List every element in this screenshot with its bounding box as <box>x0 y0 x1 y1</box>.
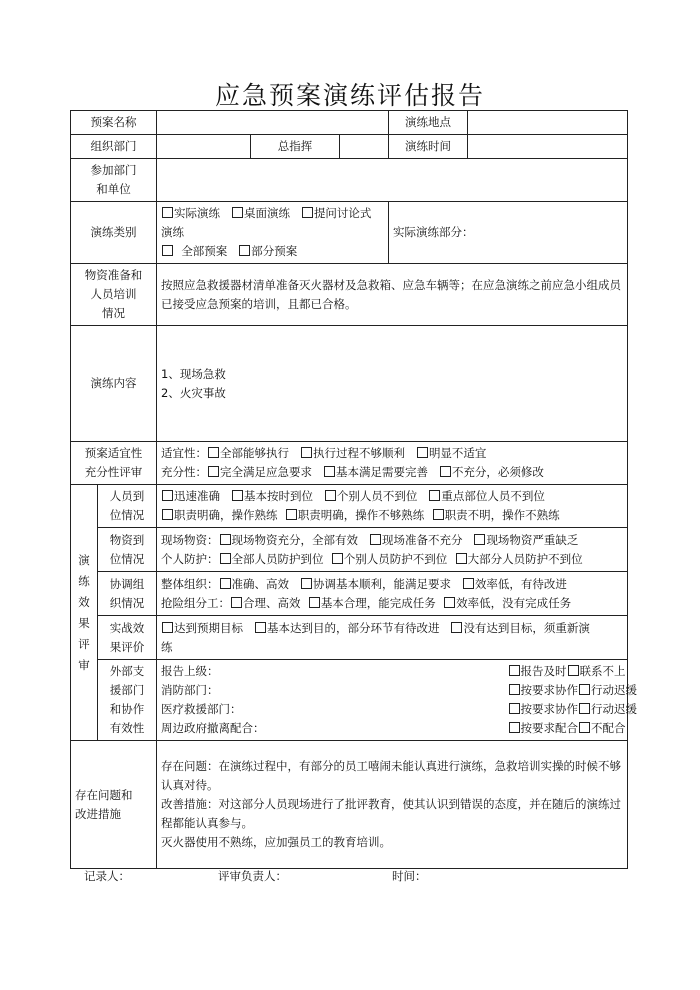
checkbox[interactable] <box>433 509 444 520</box>
row-personnel <box>71 485 628 528</box>
drill-time-field[interactable] <box>468 135 628 159</box>
row-issues <box>71 741 628 869</box>
suitability-label: 预案适宜性 充分性评审 <box>71 442 157 485</box>
checkbox[interactable] <box>324 466 335 477</box>
content-label: 演练内容 <box>71 326 157 442</box>
row-coordination <box>71 572 628 616</box>
content-item: 2、火灾事故 <box>161 385 226 400</box>
issues-measure: 改善措施：对这部分人员现场进行了批评教育，使其认识到错误的态度，并在随后的演练过程都能认真参与。 <box>161 797 621 830</box>
issues-problem: 存在问题：在演练过程中，有部分的员工嘻闹未能认真进行演练，急救培训实操的时候不够认真对待。 <box>161 759 621 792</box>
row-suitability <box>71 442 628 485</box>
checkbox[interactable] <box>301 447 312 458</box>
footer-reviewer: 评审负责人： <box>218 869 287 883</box>
location-label: 演练地点 <box>389 111 468 135</box>
checkbox[interactable] <box>456 553 467 564</box>
checkbox[interactable] <box>286 509 297 520</box>
actual-drill-part[interactable]: 实际演练部分： <box>389 202 628 264</box>
checkbox[interactable] <box>417 447 428 458</box>
external-options: 报告及时 联系不上 按要求协作 行动迟缓 按要求协作 行动迟缓 按要求配合 不配合 <box>468 660 628 741</box>
effect-label: 实战效 果评价 <box>98 616 157 660</box>
checkbox[interactable] <box>232 207 243 218</box>
checkbox[interactable] <box>332 553 343 564</box>
checkbox[interactable] <box>231 597 242 608</box>
drill-type-label: 演练类别 <box>71 202 157 264</box>
checkbox[interactable] <box>162 509 173 520</box>
evaluation-group-label: 演 练 效 果 评 审 <box>71 485 98 741</box>
checkbox[interactable] <box>440 466 451 477</box>
checkbox[interactable] <box>255 622 266 633</box>
checkbox[interactable] <box>301 578 312 589</box>
issues-text <box>157 741 628 869</box>
row-plan-name <box>71 111 628 135</box>
checkbox[interactable] <box>309 597 320 608</box>
checkbox[interactable] <box>370 534 381 545</box>
coordination-label: 协调组 织情况 <box>98 572 157 616</box>
location-field[interactable] <box>468 111 628 135</box>
row-external <box>71 660 628 741</box>
checkbox[interactable] <box>451 622 462 633</box>
checkbox[interactable] <box>162 490 173 501</box>
plan-name-field[interactable] <box>157 111 389 135</box>
row-organizer <box>71 135 628 159</box>
page-title: 应急预案演练评估报告 <box>214 81 485 110</box>
evaluation-form <box>70 110 637 869</box>
checkbox[interactable] <box>579 703 590 714</box>
commander-label: 总指挥 <box>251 135 340 159</box>
checkbox[interactable] <box>208 466 219 477</box>
drill-time-label: 演练时间 <box>389 135 468 159</box>
personnel-options: 迅速准确 基本按时到位 个别人员不到位 重点部位人员不到位 职责明确，操作熟练 职责明确，操作不够熟练 职责不明，操作不熟练 <box>157 485 628 528</box>
participants-field[interactable] <box>157 159 628 202</box>
row-supplies <box>71 528 628 572</box>
checkbox[interactable] <box>239 245 250 256</box>
commander-field[interactable] <box>340 135 389 159</box>
checkbox[interactable] <box>444 597 455 608</box>
effect-options: 达到预期目标 基本达到目的，部分环节有待改进 没有达到目标，须重新演 练 <box>157 616 628 660</box>
checkbox[interactable] <box>220 553 231 564</box>
checkbox[interactable] <box>208 447 219 458</box>
checkbox[interactable] <box>579 684 590 695</box>
footer-time: 时间： <box>392 869 427 883</box>
checkbox[interactable] <box>302 207 313 218</box>
row-materials <box>71 264 628 326</box>
external-items: 报告上级： 消防部门： 医疗救援部门： 周边政府撤离配合： <box>157 660 468 741</box>
checkbox[interactable] <box>474 534 485 545</box>
participants-label: 参加部门 和单位 <box>71 159 157 202</box>
content-item: 1、现场急救 <box>161 366 226 381</box>
issues-label: 存在问题和 改进措施 <box>71 741 157 869</box>
personnel-label: 人员到 位情况 <box>98 485 157 528</box>
supplies-label: 物资到 位情况 <box>98 528 157 572</box>
content-list <box>157 326 628 442</box>
checkbox[interactable] <box>429 490 440 501</box>
drill-type-options: 实际演练 桌面演练 提问讨论式 演练 全部预案 部分预案 <box>157 202 389 264</box>
checkbox[interactable] <box>220 578 231 589</box>
checkbox[interactable] <box>509 684 520 695</box>
row-effect <box>71 616 628 660</box>
org-label: 组织部门 <box>71 135 157 159</box>
footer-recorder: 记录人： <box>84 869 130 883</box>
checkbox[interactable] <box>463 578 474 589</box>
coordination-options: 整体组织： 准确、高效 协调基本顺利，能满足要求 效率低，有待改进 抢险组分工： 合理、高效 基本合理，能完成任务 效率低，没有完成任务 <box>157 572 628 616</box>
checkbox[interactable] <box>220 534 231 545</box>
materials-text: 按照应急救援器材清单准备灭火器材及急救箱、应急车辆等；在应急演练之前应急小组成员已接受应急预案的培训，且都已合格。 <box>157 264 628 326</box>
row-content <box>71 326 628 442</box>
supplies-options: 现场物资： 现场物资充分，全部有效 现场准备不充分 现场物资严重缺乏 个人防护： 全部人员防护到位 个别人员防护不到位 大部分人员防护不到位 <box>157 528 628 572</box>
checkbox[interactable] <box>232 490 243 501</box>
org-field[interactable] <box>157 135 251 159</box>
row-participants <box>71 159 628 202</box>
row-drill-type <box>71 202 628 264</box>
external-label: 外部支 援部门 和协作 有效性 <box>98 660 157 741</box>
checkbox[interactable] <box>162 245 173 256</box>
checkbox[interactable] <box>162 622 173 633</box>
plan-name-label: 预案名称 <box>71 111 157 135</box>
materials-label: 物资准备和 人员培训 情况 <box>71 264 157 326</box>
checkbox[interactable] <box>509 703 520 714</box>
checkbox[interactable] <box>509 722 520 733</box>
issues-extra: 灭火器使用不熟练，应加强员工的教育培训。 <box>161 835 391 849</box>
checkbox[interactable] <box>509 665 520 676</box>
suitability-options: 适宜性： 全部能够执行 执行过程不够顺利 明显不适宜 充分性： 完全满足应急要求 基本满足需要完善 不充分，必须修改 <box>157 442 628 485</box>
checkbox[interactable] <box>325 490 336 501</box>
checkbox[interactable] <box>579 722 590 733</box>
checkbox[interactable] <box>162 207 173 218</box>
checkbox[interactable] <box>568 665 579 676</box>
